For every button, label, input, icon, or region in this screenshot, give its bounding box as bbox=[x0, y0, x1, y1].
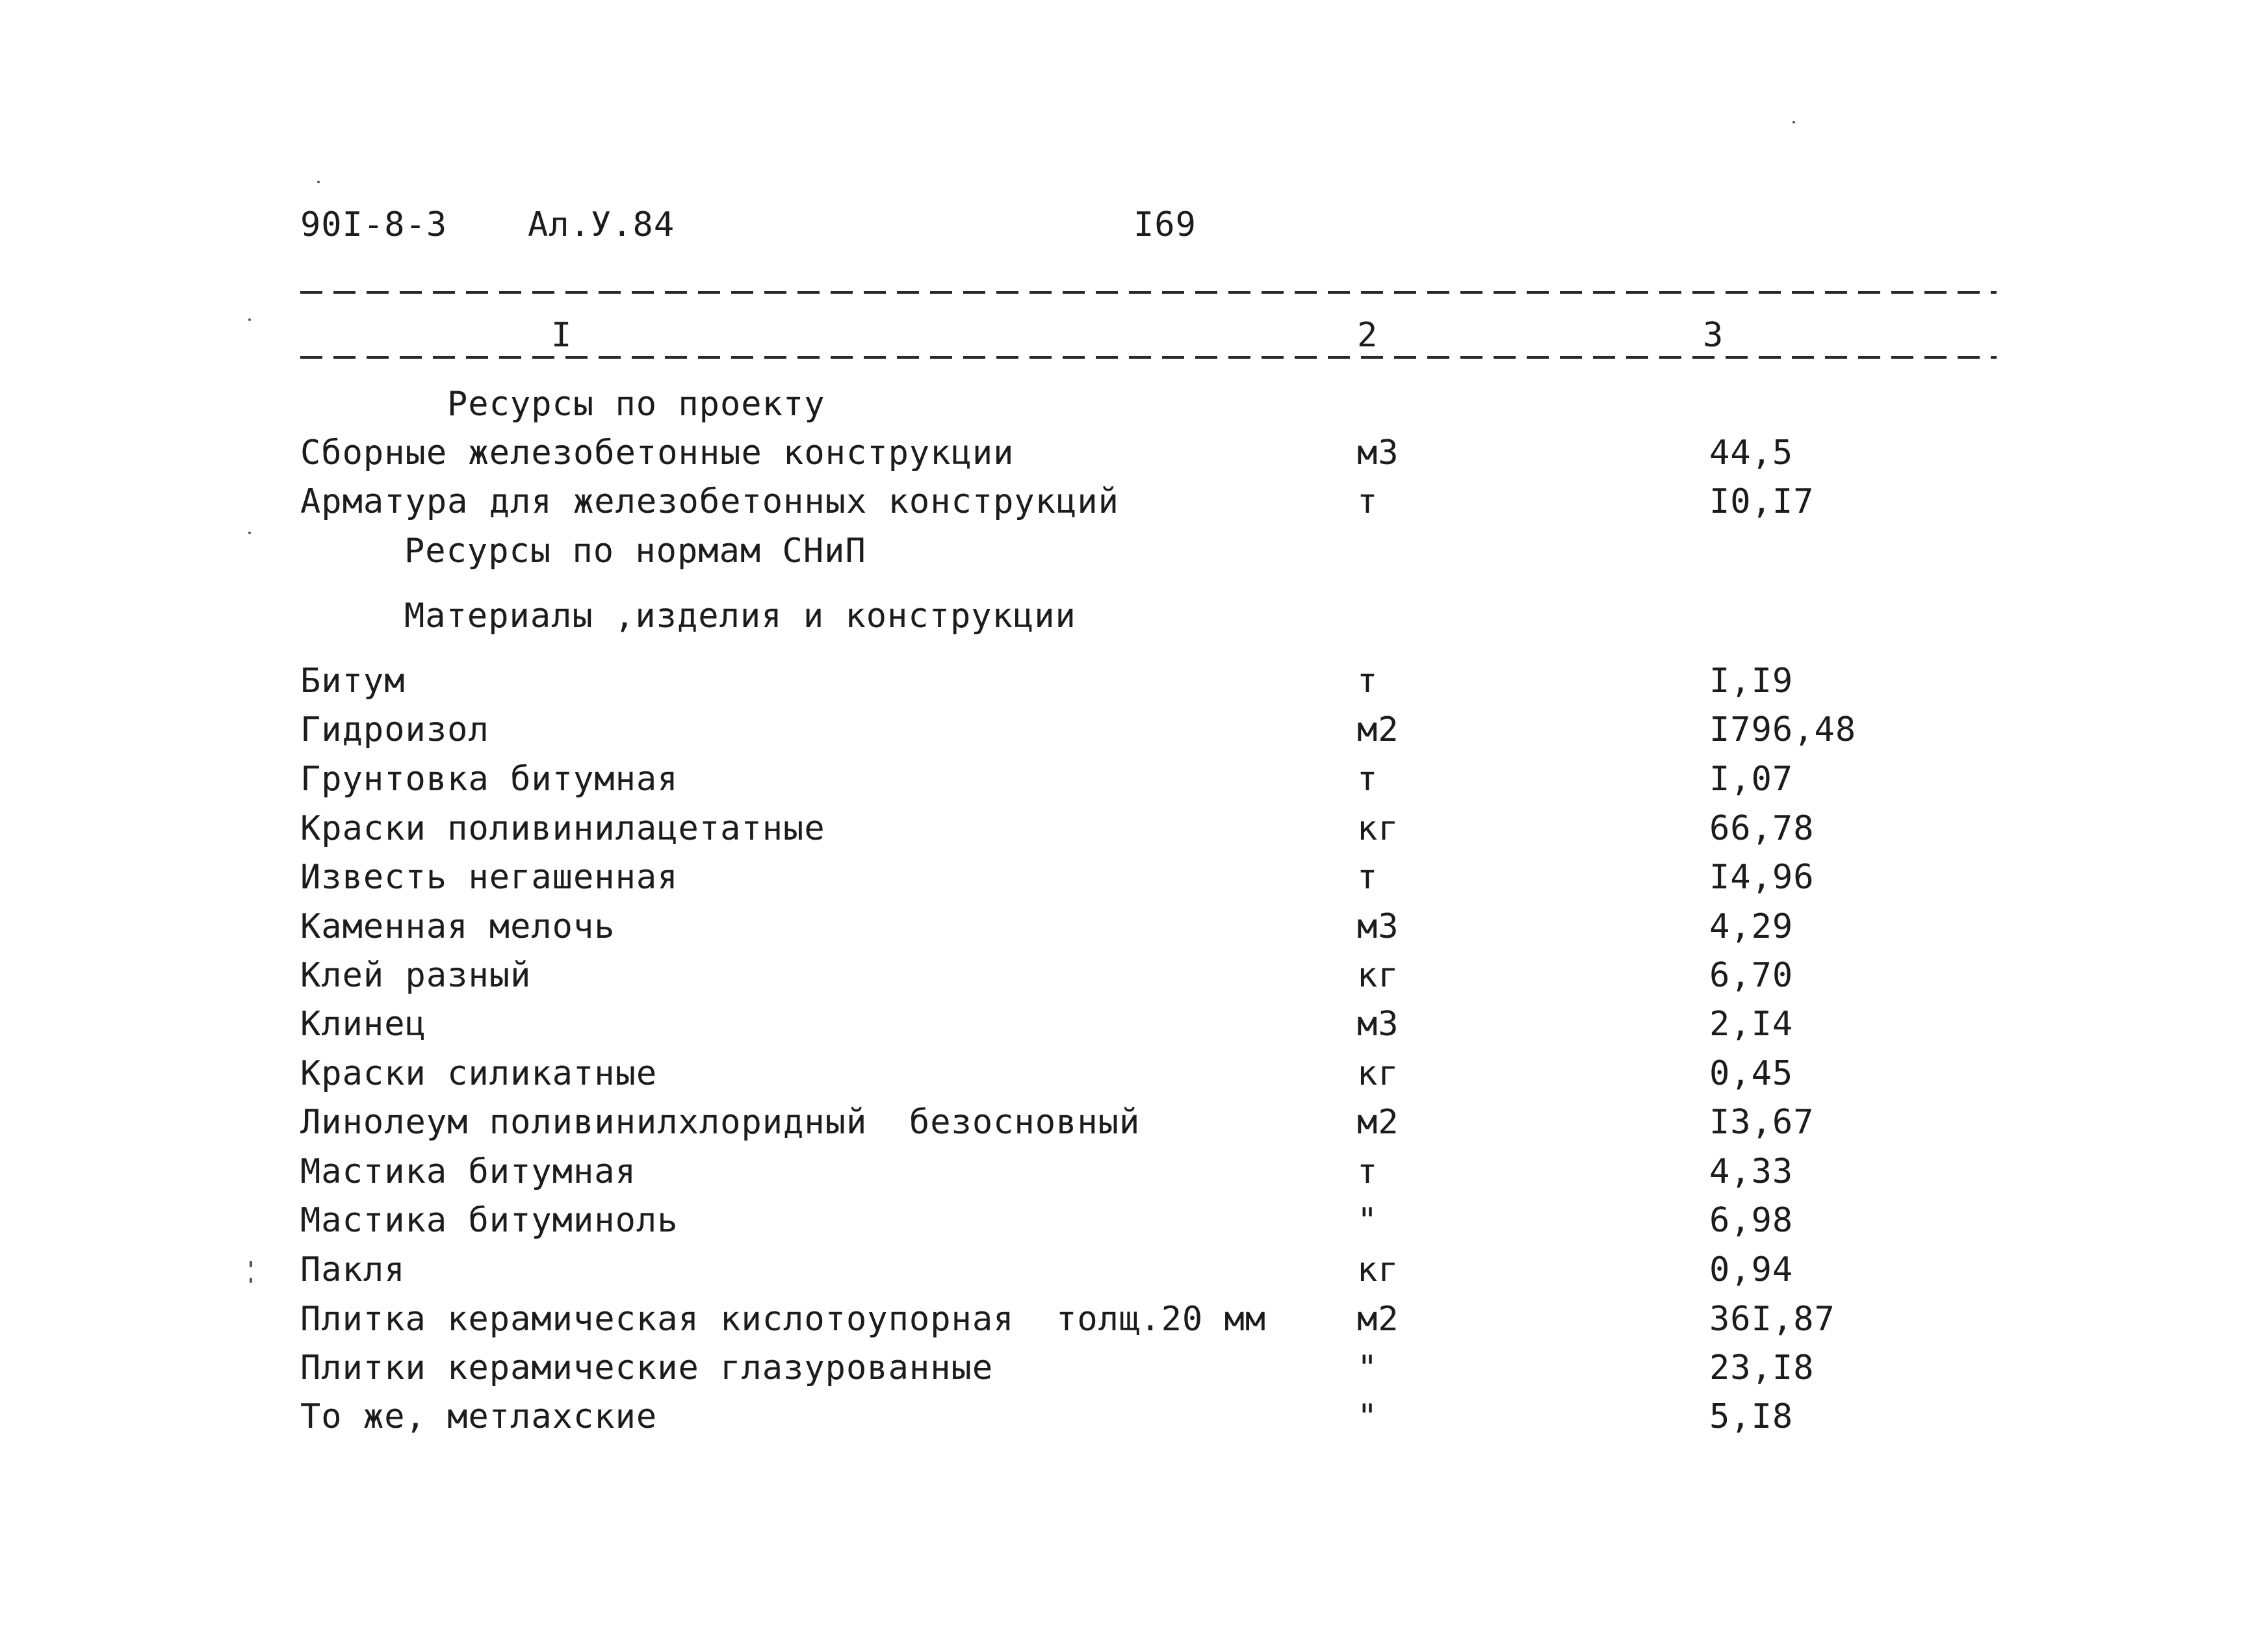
table-row bbox=[0, 907, 2265, 946]
material-name: Плитки керамические глазурованные bbox=[300, 1349, 994, 1387]
material-value: 6,70 bbox=[1709, 956, 1794, 995]
album-number: Ал.У.84 bbox=[528, 205, 675, 244]
material-unit: т bbox=[1357, 858, 1378, 897]
table-row bbox=[0, 482, 2265, 521]
material-value: 0,94 bbox=[1709, 1250, 1794, 1289]
material-name: Гидроизол bbox=[300, 710, 489, 749]
material-value: I,I9 bbox=[1709, 662, 1794, 701]
material-unit: т bbox=[1357, 760, 1378, 799]
material-value: 5,I8 bbox=[1709, 1397, 1794, 1436]
material-name: Линолеум поливинилхлоридный безосновный bbox=[300, 1103, 1141, 1142]
table-row bbox=[0, 760, 2265, 799]
material-name: Каменная мелочь bbox=[300, 907, 615, 946]
resource-name: Арматура для железобетонных конструкций bbox=[300, 482, 1119, 521]
table-row bbox=[0, 1054, 2265, 1093]
table-row bbox=[0, 1201, 2265, 1240]
material-name: Клей разный bbox=[300, 956, 532, 995]
table-row bbox=[0, 1349, 2265, 1387]
scan-speck bbox=[1793, 121, 1795, 123]
table-row bbox=[0, 1300, 2265, 1339]
scan-speck bbox=[248, 318, 251, 321]
material-unit: кг bbox=[1357, 1250, 1399, 1289]
material-value: 66,78 bbox=[1709, 809, 1815, 848]
table-row bbox=[0, 662, 2265, 701]
material-name: Мастика битумная bbox=[300, 1152, 636, 1191]
material-unit: м2 bbox=[1357, 710, 1399, 749]
material-unit: кг bbox=[1357, 809, 1399, 848]
section-title-project-resources: Ресурсы по проекту bbox=[447, 385, 825, 424]
material-name: То же, метлахские bbox=[300, 1397, 658, 1436]
material-value: 2,I4 bbox=[1709, 1005, 1794, 1044]
material-unit: " bbox=[1357, 1397, 1378, 1436]
material-unit: кг bbox=[1357, 1054, 1399, 1093]
document-code: 90I-8-3 bbox=[300, 205, 448, 244]
resource-value: I0,I7 bbox=[1709, 482, 1815, 521]
material-name: Краски силикатные bbox=[300, 1054, 658, 1093]
column-header-3: 3 bbox=[1703, 316, 1724, 355]
table-row bbox=[0, 956, 2265, 995]
resource-value: 44,5 bbox=[1709, 433, 1794, 472]
material-value: 4,29 bbox=[1709, 907, 1794, 946]
material-name: Плитка керамическая кислотоупорная толщ.20 мм bbox=[300, 1300, 1267, 1339]
material-value: 23,I8 bbox=[1709, 1349, 1815, 1387]
table-row bbox=[0, 1103, 2265, 1142]
material-value: I3,67 bbox=[1709, 1103, 1815, 1142]
resource-name: Сборные железобетонные конструкции bbox=[300, 433, 1015, 472]
table-row bbox=[0, 1397, 2265, 1436]
material-name: Пакля bbox=[300, 1250, 406, 1289]
material-name: Мастика битуминоль bbox=[300, 1201, 679, 1240]
table-row bbox=[0, 433, 2265, 472]
material-name: Краски поливинилацетатные bbox=[300, 809, 825, 848]
table-row bbox=[0, 710, 2265, 749]
table-row bbox=[0, 1250, 2265, 1289]
table-row bbox=[0, 1152, 2265, 1191]
material-value: I796,48 bbox=[1709, 710, 1857, 749]
table-row bbox=[0, 1005, 2265, 1044]
page-number: I69 bbox=[1133, 205, 1197, 244]
material-name: Клинец bbox=[300, 1005, 426, 1044]
material-name: Известь негашенная bbox=[300, 858, 679, 897]
material-value: I4,96 bbox=[1709, 858, 1815, 897]
table-top-rule bbox=[300, 291, 1997, 294]
scan-speck bbox=[317, 181, 320, 183]
section-title-snip-resources: Ресурсы по нормам СНиП bbox=[404, 532, 866, 571]
material-value: 6,98 bbox=[1709, 1201, 1794, 1240]
material-unit: кг bbox=[1357, 956, 1399, 995]
material-value: 36I,87 bbox=[1709, 1300, 1835, 1339]
material-unit: т bbox=[1357, 1152, 1378, 1191]
material-name: Битум bbox=[300, 662, 406, 701]
material-value: 0,45 bbox=[1709, 1054, 1794, 1093]
material-unit: т bbox=[1357, 662, 1378, 701]
material-name: Грунтовка битумная bbox=[300, 760, 679, 799]
material-unit: м3 bbox=[1357, 907, 1399, 946]
column-header-2: 2 bbox=[1357, 316, 1378, 355]
resource-unit: м3 bbox=[1357, 433, 1399, 472]
material-value: I,07 bbox=[1709, 760, 1794, 799]
column-header-1: I bbox=[551, 316, 573, 355]
material-unit: " bbox=[1357, 1349, 1378, 1387]
material-value: 4,33 bbox=[1709, 1152, 1794, 1191]
table-row bbox=[0, 858, 2265, 897]
material-unit: м2 bbox=[1357, 1300, 1399, 1339]
section-title-materials: Материалы ,изделия и конструкции bbox=[404, 597, 1076, 636]
table-header-rule bbox=[300, 356, 1997, 359]
table-row bbox=[0, 809, 2265, 848]
material-unit: м2 bbox=[1357, 1103, 1399, 1142]
material-unit: м3 bbox=[1357, 1005, 1399, 1044]
scan-speck bbox=[248, 532, 251, 534]
resource-unit: т bbox=[1357, 482, 1378, 521]
material-unit: " bbox=[1357, 1201, 1378, 1240]
